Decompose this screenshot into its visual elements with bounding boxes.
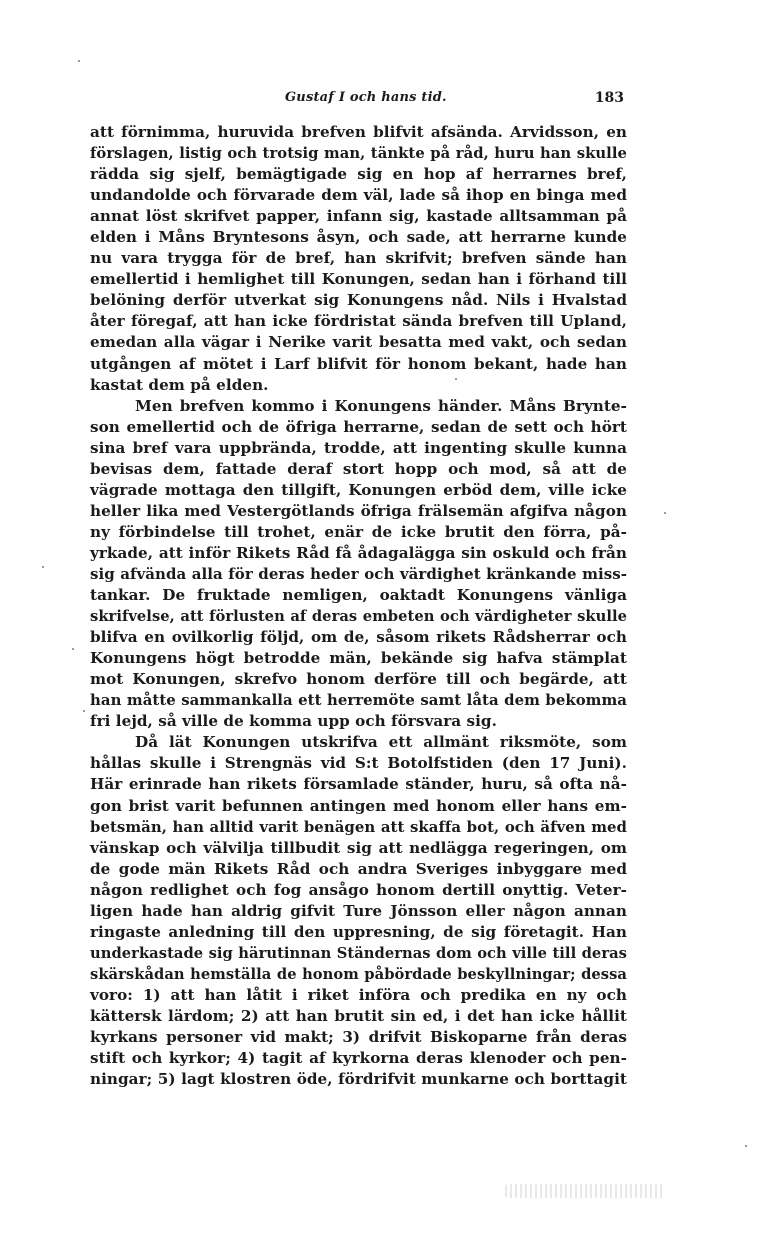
text-line <box>90 564 627 585</box>
text-line <box>90 375 627 396</box>
text-line-content: någon redlighet och fog ansågo honom dertill onyttig. Veter- <box>90 880 627 899</box>
text-line-content: ligen hade han aldrig gifvit Ture Jönsson eller någon annan <box>90 901 627 920</box>
text-line <box>90 1069 627 1090</box>
text-line-content: vänskap och välvilja tillbudit sig att nedlägga regeringen, om <box>90 838 627 857</box>
text-line <box>90 206 627 227</box>
text-line <box>90 227 627 248</box>
text-line-content: emedan alla vägar i Nerike varit besatta med vakt, och sedan <box>90 333 627 352</box>
text-line <box>90 774 627 795</box>
text-line <box>90 1048 627 1069</box>
text-line-content: sina bref vara uppbrända, trodde, att ingenting skulle kunna <box>90 438 627 457</box>
text-line-content: voro: 1) att han låtit i riket införa och predika en ny och <box>90 985 627 1004</box>
text-line-content: annat löst skrifvet papper, infann sig, kastade alltsamman på <box>90 207 627 226</box>
text-line <box>90 522 627 543</box>
ink-speck <box>83 710 85 712</box>
ink-speck <box>78 60 80 62</box>
text-line-content: stift och kyrkor; 4) tagit af kyrkorna deras klenoder och pen- <box>90 1049 627 1068</box>
text-line-content: han måtte sammankalla ett herremöte samt låta dem bekomma <box>90 691 627 710</box>
ink-speck <box>745 1145 747 1147</box>
page-header <box>90 90 624 114</box>
text-line-content: skärskådan hemställa de honom påbördade beskyllningar; dessa <box>90 965 627 983</box>
text-line <box>90 732 627 753</box>
text-line-content: underkastade sig härutinnan Ständernas dom och ville till deras <box>90 944 627 962</box>
text-line-content: betsmän, han alltid varit benägen att skaffa bot, och äfven med <box>90 817 627 836</box>
text-line <box>90 669 627 690</box>
ink-speck <box>455 378 457 380</box>
text-line-content: utgången af mötet i Larf blifvit för honom bekant, hade han <box>90 354 627 373</box>
ink-speck <box>664 512 666 514</box>
text-line-content: kyrkans personer vid makt; 3) drifvit Biskoparne från deras <box>90 1028 627 1047</box>
text-line-content: tankar. De fruktade nemligen, oaktadt Konungens vänliga <box>90 586 627 605</box>
text-line <box>90 838 627 859</box>
text-line-content: undandolde och förvarade dem väl, lade så ihop en binga med <box>90 186 627 205</box>
text-line <box>90 122 627 143</box>
text-line <box>90 690 627 711</box>
text-line <box>90 711 627 732</box>
text-line <box>90 985 627 1006</box>
text-line-content: Då lät Konungen utskrifva ett allmänt riksmöte, som <box>135 733 627 752</box>
text-line <box>90 438 627 459</box>
text-line <box>90 901 627 922</box>
text-line <box>90 880 627 901</box>
text-line <box>90 1027 627 1048</box>
text-line-content: skrifvelse, att förlusten af deras embeten och värdigheter skulle <box>90 608 627 626</box>
text-line-content: att förnimma, huruvida brefven blifvit afsända. Arvidsson, en <box>90 123 627 141</box>
text-line <box>90 332 627 353</box>
text-line <box>90 859 627 880</box>
text-line-content: emellertid i hemlighet till Konungen, sedan han i förhand till <box>90 270 627 289</box>
text-line <box>90 185 627 206</box>
text-line-content: yrkade, att inför Rikets Råd få ådagalägga sin oskuld och från <box>90 543 627 562</box>
running-title: Gustaf I och hans tid. <box>285 90 447 105</box>
text-line <box>90 753 627 774</box>
text-line-content: de gode män Rikets Råd och andra Sveriges inbyggare med <box>90 859 627 878</box>
text-line-content: kastat dem på elden. <box>90 375 269 394</box>
text-line-content: förslagen, listig och trotsig man, tänkte på råd, huru han skulle <box>90 145 627 163</box>
text-line-content: ny förbindelse till trohet, enär de icke brutit den förra, på- <box>90 522 627 541</box>
text-line-content: Men brefven kommo i Konungens händer. Måns Brynte- <box>135 396 627 415</box>
text-line-content: sig afvända alla för deras heder och värdighet kränkande miss- <box>90 564 627 583</box>
text-line <box>90 964 627 985</box>
text-line-content: Konungens högt betrodde män, bekände sig hafva stämplat <box>90 649 627 668</box>
text-line-content: ringaste anledning till den uppresning, de sig företagit. Han <box>90 922 627 941</box>
text-line-content: elden i Måns Bryntesons åsyn, och sade, att herrarne kunde <box>90 228 627 247</box>
text-line-content: bevisas dem, fattade deraf stort hopp och mod, så att de <box>90 459 627 478</box>
text-line <box>90 459 627 480</box>
text-line <box>90 1006 627 1027</box>
text-line-content: mot Konungen, skrefvo honom derföre till och begärde, att <box>90 670 627 689</box>
text-line-content: nu vara trygga för de bref, han skrifvit; brefven sände han <box>90 249 627 268</box>
body-text <box>90 122 627 1090</box>
text-line <box>90 627 627 648</box>
text-line <box>90 943 627 964</box>
text-line <box>90 480 627 501</box>
text-line-content: blifva en ovilkorlig följd, om de, såsom rikets Rådsherrar och <box>90 628 627 647</box>
text-line-content: son emellertid och de öfriga herrarne, sedan de sett och hört <box>90 417 627 436</box>
text-line <box>90 164 627 185</box>
text-line <box>90 606 627 627</box>
text-line <box>90 290 627 311</box>
text-line <box>90 396 627 417</box>
ink-speck <box>42 566 44 568</box>
text-line-content: gon brist varit befunnen antingen med honom eller hans em- <box>90 796 627 815</box>
text-line <box>90 817 627 838</box>
text-line-content: rädda sig sjelf, bemägtigade sig en hop af herrarnes bref, <box>90 165 627 184</box>
text-line <box>90 248 627 269</box>
text-line-content: kättersk lärdom; 2) att han brutit sin ed, i det han icke hållit <box>90 1006 627 1025</box>
text-line <box>90 796 627 817</box>
text-line <box>90 922 627 943</box>
text-line <box>90 585 627 606</box>
text-line-content: fri lejd, så ville de komma upp och försvara sig. <box>90 712 497 731</box>
text-line <box>90 311 627 332</box>
page-number: 183 <box>594 90 624 106</box>
text-line-content: vägrade mottaga den tillgift, Konungen erböd dem, ville icke <box>90 480 627 499</box>
text-line <box>90 417 627 438</box>
text-line <box>90 143 627 164</box>
text-line-content: hållas skulle i Strengnäs vid S:t Botolfstiden (den 17 Juni). <box>90 754 627 773</box>
text-line-content: Här erinrade han rikets församlade ständer, huru, så ofta nå- <box>90 775 627 794</box>
text-line-content: åter föregaf, att han icke fördristat sända brefven till Upland, <box>90 312 627 331</box>
text-line-content: belöning derför utverkat sig Konungens nåd. Nils i Hvalstad <box>90 291 627 310</box>
faded-library-stamp <box>505 1184 665 1198</box>
text-line <box>90 354 627 375</box>
ink-speck <box>72 648 74 650</box>
text-line <box>90 543 627 564</box>
text-line-content: heller lika med Vestergötlands öfriga frälsemän afgifva någon <box>90 501 627 520</box>
text-line-content: ningar; 5) lagt klostren öde, fördrifvit munkarne och borttagit <box>90 1070 627 1089</box>
text-line <box>90 501 627 522</box>
text-line <box>90 648 627 669</box>
text-line <box>90 269 627 290</box>
